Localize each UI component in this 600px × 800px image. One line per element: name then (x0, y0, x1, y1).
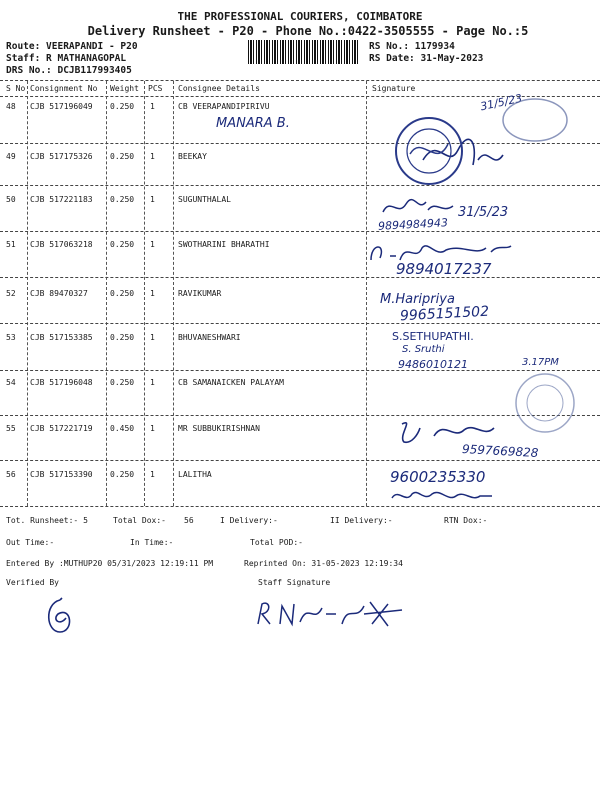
stamp-oval (500, 96, 570, 144)
staff-label: Staff: R MATHANAGOPAL (6, 53, 127, 64)
row-weight: 0.250 (110, 333, 135, 342)
row-53-handwritten-time: 3.17PM (522, 357, 559, 368)
row-consignee: RAVIKUMAR (178, 289, 222, 298)
row-consignment: CJB 517153385 (30, 333, 93, 342)
in-time-label: In Time:- (130, 538, 174, 547)
company-title: THE PROFESSIONAL COURIERS, COIMBATORE (177, 10, 423, 23)
row-pcs: 1 (150, 333, 155, 342)
row-consignee: BHUVANESHWARI (178, 333, 241, 342)
row-weight: 0.250 (110, 470, 135, 479)
column-divider (144, 81, 145, 506)
column-divider (366, 81, 367, 506)
row-weight: 0.250 (110, 378, 135, 387)
row-sno: 54 (6, 378, 16, 387)
header-sno: S No (6, 84, 26, 93)
row-sno: 56 (6, 470, 16, 479)
row-divider (0, 277, 600, 278)
row-consignee: CB SAMANAICKEN PALAYAM (178, 378, 284, 387)
reprinted-on: Reprinted On: 31-05-2023 12:19:34 (244, 559, 403, 568)
row-sno: 49 (6, 152, 16, 161)
stamp-round (392, 114, 466, 188)
row-56-signature (388, 486, 498, 508)
row-55-handwritten-phone: 9597669828 (461, 442, 539, 460)
out-time-label: Out Time:- (6, 538, 55, 547)
drs-number: DRS No.: DCJB117993405 (6, 65, 132, 76)
row-consignee: SUGUNTHALAL (178, 195, 231, 204)
barcode-image (248, 40, 360, 64)
verified-by-signature (40, 596, 80, 638)
staff-signature-drawing (252, 594, 412, 634)
header-weight: Weight (110, 84, 139, 93)
total-dox-value: 56 (184, 516, 194, 525)
row-sno: 50 (6, 195, 16, 204)
row-consignment: CJB 89470327 (30, 289, 88, 298)
total-runsheet: Tot. Runsheet:- 5 (6, 516, 88, 525)
row-consignment: CJB 517063218 (30, 240, 93, 249)
rs-date: RS Date: 31-May-2023 (369, 53, 484, 64)
row-consignee: BEEKAY (178, 152, 207, 161)
staff-signature-label: Staff Signature (258, 578, 331, 587)
row-weight: 0.250 (110, 195, 135, 204)
column-divider (106, 81, 107, 506)
row-consignment: CJB 517196048 (30, 378, 93, 387)
row-pcs: 1 (150, 470, 155, 479)
row-50-handwritten-date: 31/5/23 (458, 205, 509, 220)
row-51-signature (366, 238, 516, 266)
row-53-handwritten-phone: 9486010121 (398, 358, 468, 371)
row-consignment: CJB 517221183 (30, 195, 93, 204)
row-consignment: CJB 517175326 (30, 152, 93, 161)
row-53-handwritten-name-2: S. Sruthi (402, 344, 445, 355)
row-consignment: CJB 517221719 (30, 424, 93, 433)
row-52-handwritten-phone: 9965151502 (399, 303, 490, 325)
row-sno: 48 (6, 102, 16, 111)
row-55-signature (394, 416, 514, 448)
rtn-dox-label: RTN Dox:- (444, 516, 488, 525)
row-pcs: 1 (150, 424, 155, 433)
row-weight: 0.250 (110, 289, 135, 298)
row-sno: 53 (6, 333, 16, 342)
ii-delivery-label: II Delivery:- (330, 516, 393, 525)
row-divider (0, 370, 600, 371)
bank-stamp (512, 370, 578, 436)
entered-by: Entered By :MUTHUP20 05/31/2023 12:19:11 PM (6, 559, 214, 568)
row-pcs: 1 (150, 152, 155, 161)
row-51-handwritten-phone: 9894017237 (396, 260, 492, 278)
header-pcs: PCS (148, 84, 163, 93)
row-divider (0, 231, 600, 232)
row-consignee: MR SUBBUKIRISHNAN (178, 424, 260, 433)
rs-number: RS No.: 1179934 (369, 41, 455, 52)
row-divider (0, 185, 600, 186)
row-consignee: SWOTHARINI BHARATHI (178, 240, 270, 249)
route-label: Route: VEERAPANDI - P20 (6, 41, 138, 52)
table-bottom-border (0, 506, 600, 507)
row-weight: 0.450 (110, 424, 135, 433)
header-signature: Signature (372, 84, 416, 93)
row-56-handwritten-phone: 9600235330 (390, 468, 486, 486)
row-sno: 55 (6, 424, 16, 433)
row-50-signature (378, 192, 458, 222)
row-weight: 0.250 (110, 240, 135, 249)
row-consignment: CJB 517153390 (30, 470, 93, 479)
row-weight: 0.250 (110, 152, 135, 161)
row-consignee: CB VEERAPANDIPIRIVU (178, 102, 270, 111)
row-consignment: CJB 517196049 (30, 102, 93, 111)
table-top-border (0, 80, 600, 81)
row-weight: 0.250 (110, 102, 135, 111)
row-pcs: 1 (150, 289, 155, 298)
row-divider (0, 323, 600, 324)
row-consignee: LALITHA (178, 470, 212, 479)
row-pcs: 1 (150, 240, 155, 249)
row-sno: 52 (6, 289, 16, 298)
row-pcs: 1 (150, 102, 155, 111)
verified-by-label: Verified By (6, 578, 59, 587)
row-pcs: 1 (150, 378, 155, 387)
i-delivery-label: I Delivery:- (220, 516, 278, 525)
total-dox-label: Total Dox:- (113, 516, 166, 525)
row-48-handwritten-name: MANARA B. (216, 116, 290, 131)
total-pod-label: Total POD:- (250, 538, 303, 547)
row-48-handwritten-date: 31/5/23 (479, 91, 524, 114)
runsheet-subtitle: Delivery Runsheet - P20 - Phone No.:0422-3505555 - Page No.:5 (87, 24, 529, 38)
header-consignee: Consignee Details (178, 84, 260, 93)
row-53-handwritten-name: S.SETHUPATHI. (392, 330, 474, 343)
row-divider (0, 460, 600, 461)
row-sno: 51 (6, 240, 16, 249)
column-divider (173, 81, 174, 506)
column-divider (27, 81, 28, 506)
row-pcs: 1 (150, 195, 155, 204)
row-52-handwritten-name: M.Haripriya (380, 292, 455, 307)
header-consignment: Consignment No (30, 84, 98, 93)
row-50-handwritten-phone: 9894984943 (377, 216, 449, 233)
